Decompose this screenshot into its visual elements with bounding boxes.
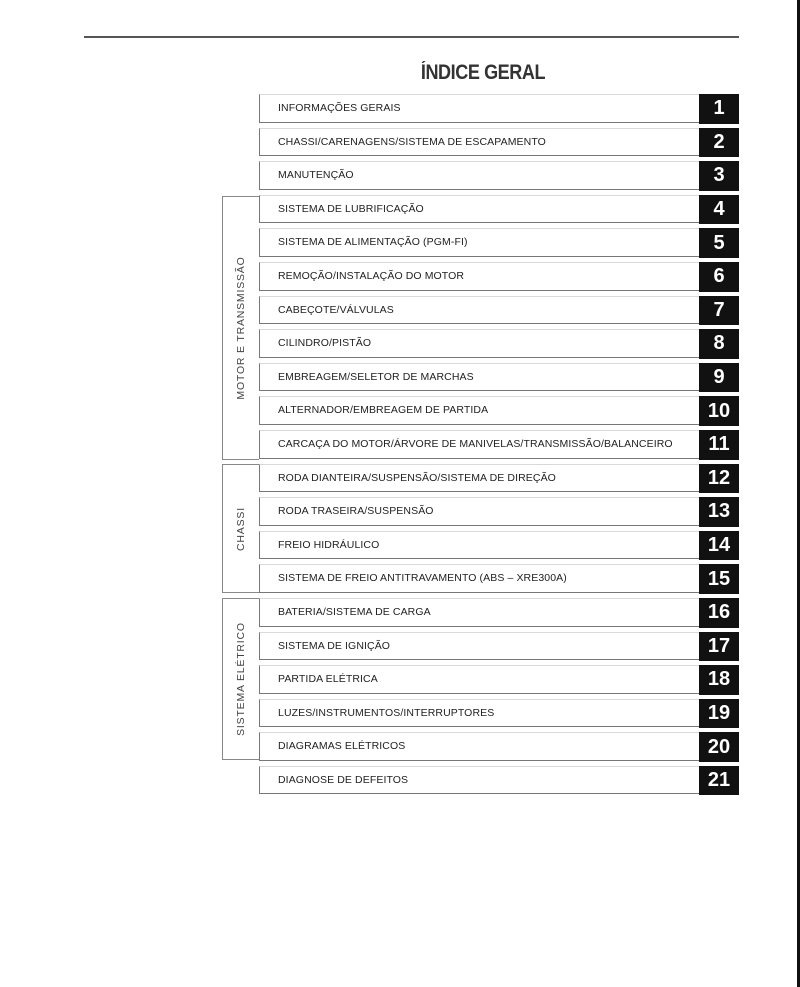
chapter-number-tab[interactable]: 14 [699,531,739,561]
chapter-number-tab[interactable]: 2 [699,128,739,158]
chapter-label: MANUTENÇÃO [278,169,354,182]
chapter-label: INFORMAÇÕES GERAIS [278,102,401,114]
chapter-number-tab[interactable]: 8 [699,329,739,359]
chapter-number-tab[interactable]: 13 [699,497,739,527]
chapter-row[interactable] [259,429,739,463]
chapter-row[interactable] [259,765,739,799]
section-bracket-motor [222,196,259,460]
chapter-row[interactable] [259,496,739,530]
chapter-label: CARCAÇA DO MOTOR/ÁRVORE DE MANIVELAS/TRANSMISSÃO/BALANCEIRO [278,437,673,450]
chapter-number-tab[interactable]: 1 [699,94,739,124]
chapter-number-tab[interactable]: 9 [699,363,739,393]
chapter-row[interactable] [259,127,739,161]
chapter-number-tab[interactable]: 10 [699,396,739,426]
chapter-row[interactable] [259,463,739,497]
chapter-label: SISTEMA DE IGNIÇÃO [278,639,391,652]
chapter-row[interactable] [259,160,739,194]
chapter-label: RODA TRASEIRA/SUSPENSÃO [278,505,434,518]
section-label-motor: MOTOR E TRANSMISSÃO [235,256,247,400]
chapter-row[interactable] [259,227,739,261]
chapter-label: LUZES/INSTRUMENTOS/INTERRUPTORES [278,706,495,719]
chapter-label: EMBREAGEM/SELETOR DE MARCHAS [278,370,474,383]
chapter-label: DIAGRAMAS ELÉTRICOS [278,740,406,753]
chapter-label: SISTEMA DE ALIMENTAÇÃO (PGM-FI) [278,236,468,249]
chapter-row[interactable] [259,194,739,228]
section-bracket-chassi [222,464,259,593]
section-label-chassi: CHASSI [235,506,247,551]
chapter-label: CABEÇOTE/VÁLVULAS [278,303,394,316]
chapter-label: CHASSI/CARENAGENS/SISTEMA DE ESCAPAMENTO [278,135,546,148]
chapter-label: ALTERNADOR/EMBREAGEM DE PARTIDA [278,404,489,417]
chapter-index-list [259,93,739,798]
chapter-label: CILINDRO/PISTÃO [278,337,372,350]
header-rule [84,36,739,38]
chapter-row[interactable] [259,295,739,329]
chapter-label: RODA DIANTEIRA/SUSPENSÃO/SISTEMA DE DIREÇÃO [278,471,556,484]
chapter-number-tab[interactable]: 20 [699,732,739,762]
chapter-label: DIAGNOSE DE DEFEITOS [278,773,409,786]
chapter-number-tab[interactable]: 18 [699,665,739,695]
chapter-row[interactable] [259,631,739,665]
chapter-number-tab[interactable]: 17 [699,632,739,662]
chapter-number-tab[interactable]: 15 [699,564,739,594]
chapter-number-tab[interactable]: 21 [699,766,739,796]
chapter-label: REMOÇÃO/INSTALAÇÃO DO MOTOR [278,269,465,282]
chapter-number-tab[interactable]: 4 [699,195,739,225]
chapter-number-tab[interactable]: 6 [699,262,739,292]
chapter-number-tab[interactable]: 7 [699,296,739,326]
chapter-label: SISTEMA DE FREIO ANTITRAVAMENTO (ABS – XRE300A) [278,572,567,585]
chapter-row[interactable] [259,261,739,295]
page-title: ÍNDICE GERAL [420,61,546,84]
chapter-number-tab[interactable]: 5 [699,228,739,258]
chapter-number-tab[interactable]: 3 [699,161,739,191]
chapter-row[interactable] [259,664,739,698]
chapter-label: SISTEMA DE LUBRIFICAÇÃO [278,202,424,215]
chapter-row[interactable] [259,93,739,127]
chapter-row[interactable] [259,395,739,429]
chapter-number-tab[interactable]: 12 [699,464,739,494]
chapter-label: FREIO HIDRÁULICO [278,538,380,551]
chapter-row[interactable] [259,597,739,631]
chapter-row[interactable] [259,698,739,732]
section-label-eletrico: SISTEMA ELÉTRICO [235,622,247,736]
chapter-label: BATERIA/SISTEMA DE CARGA [278,605,431,618]
chapter-row[interactable] [259,362,739,396]
chapter-row[interactable] [259,530,739,564]
chapter-row[interactable] [259,563,739,597]
chapter-number-tab[interactable]: 19 [699,699,739,729]
chapter-row[interactable] [259,731,739,765]
chapter-number-tab[interactable]: 11 [699,430,739,460]
chapter-row[interactable] [259,328,739,362]
section-bracket-eletrico [222,598,259,760]
chapter-label: PARTIDA ELÉTRICA [278,673,378,686]
chapter-number-tab[interactable]: 16 [699,598,739,628]
